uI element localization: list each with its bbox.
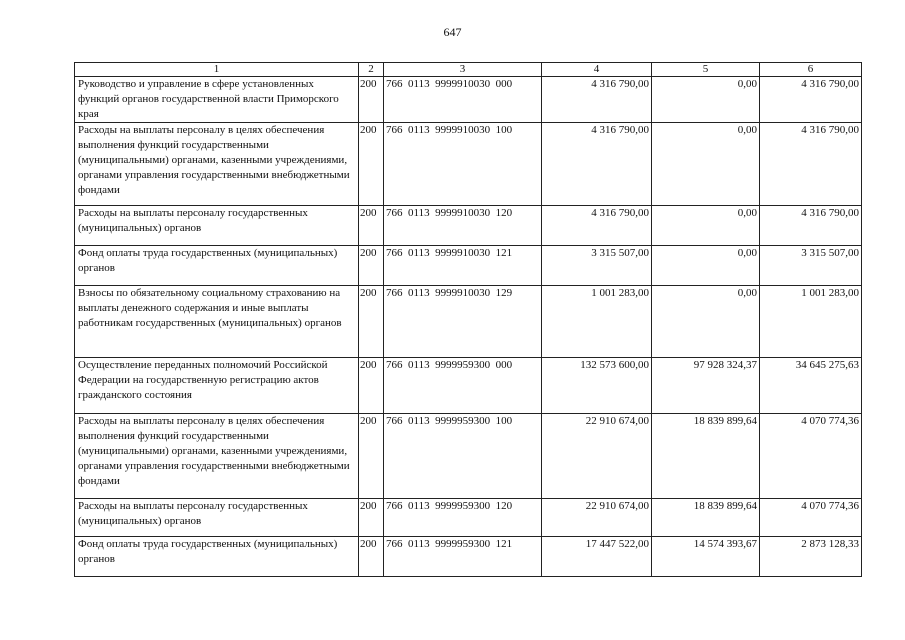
row-value-6: 4 316 790,00 xyxy=(760,77,862,123)
row-value-4: 22 910 674,00 xyxy=(542,414,652,499)
row-col2: 200 xyxy=(359,537,384,577)
row-name: Расходы на выплаты персоналу в целях обеспечения выполнения функций государственными (муниципальными) органами, казенными учреждениями, органами управления государственными внебюджетными фондами xyxy=(75,414,359,499)
row-value-5: 18 839 899,64 xyxy=(652,499,760,537)
row-value-5: 14 574 393,67 xyxy=(652,537,760,577)
row-col2: 200 xyxy=(359,77,384,123)
row-col2: 200 xyxy=(359,206,384,246)
row-name: Взносы по обязательному социальному страхованию на выплаты денежного содержания и иные выплаты работникам государственных (муниципальных) органов xyxy=(75,286,359,358)
header-col-4: 4 xyxy=(542,63,652,77)
row-code: 766 0113 9999959300 120 xyxy=(384,499,542,537)
row-col2: 200 xyxy=(359,123,384,206)
row-value-6: 4 316 790,00 xyxy=(760,206,862,246)
row-value-5: 97 928 324,37 xyxy=(652,358,760,414)
table-row xyxy=(75,537,862,577)
row-value-5: 0,00 xyxy=(652,77,760,123)
row-value-5: 0,00 xyxy=(652,206,760,246)
row-value-6: 1 001 283,00 xyxy=(760,286,862,358)
page-number: 647 xyxy=(443,25,462,39)
table-row xyxy=(75,246,862,286)
row-name: Расходы на выплаты персоналу в целях обеспечения выполнения функций государственными (муниципальными) органами, казенными учреждениями, органами управления государственными внебюджетными фондами xyxy=(75,123,359,206)
row-name: Расходы на выплаты персоналу государственных (муниципальных) органов xyxy=(75,206,359,246)
row-value-6: 4 070 774,36 xyxy=(760,499,862,537)
row-value-4: 3 315 507,00 xyxy=(542,246,652,286)
row-value-6: 4 316 790,00 xyxy=(760,123,862,206)
table-row xyxy=(75,77,862,123)
header-col-6: 6 xyxy=(760,63,862,77)
row-col2: 200 xyxy=(359,246,384,286)
row-value-6: 34 645 275,63 xyxy=(760,358,862,414)
table-row xyxy=(75,286,862,358)
row-code: 766 0113 9999910030 121 xyxy=(384,246,542,286)
row-name: Фонд оплаты труда государственных (муниципальных) органов xyxy=(75,246,359,286)
header-col-3: 3 xyxy=(384,63,542,77)
row-value-4: 4 316 790,00 xyxy=(542,206,652,246)
row-value-6: 3 315 507,00 xyxy=(760,246,862,286)
row-code: 766 0113 9999959300 100 xyxy=(384,414,542,499)
budget-table xyxy=(74,62,862,577)
row-value-5: 0,00 xyxy=(652,123,760,206)
row-code: 766 0113 9999959300 000 xyxy=(384,358,542,414)
table-row xyxy=(75,206,862,246)
header-col-5: 5 xyxy=(652,63,760,77)
table-header-row xyxy=(75,63,862,77)
row-value-5: 0,00 xyxy=(652,246,760,286)
row-name: Руководство и управление в сфере установленных функций органов государственной власти Приморского края xyxy=(75,77,359,123)
table-row xyxy=(75,123,862,206)
header-col-2: 2 xyxy=(359,63,384,77)
row-value-4: 1 001 283,00 xyxy=(542,286,652,358)
row-value-6: 4 070 774,36 xyxy=(760,414,862,499)
row-value-4: 132 573 600,00 xyxy=(542,358,652,414)
row-value-4: 22 910 674,00 xyxy=(542,499,652,537)
table-row xyxy=(75,499,862,537)
row-col2: 200 xyxy=(359,499,384,537)
row-value-4: 4 316 790,00 xyxy=(542,123,652,206)
table-row xyxy=(75,358,862,414)
row-code: 766 0113 9999959300 121 xyxy=(384,537,542,577)
row-name: Фонд оплаты труда государственных (муниципальных) органов xyxy=(75,537,359,577)
row-value-6: 2 873 128,33 xyxy=(760,537,862,577)
row-name: Осуществление переданных полномочий Российской Федерации на государственную регистрацию актов гражданского состояния xyxy=(75,358,359,414)
row-col2: 200 xyxy=(359,286,384,358)
row-name: Расходы на выплаты персоналу государственных (муниципальных) органов xyxy=(75,499,359,537)
header-col-1: 1 xyxy=(75,63,359,77)
row-value-4: 4 316 790,00 xyxy=(542,77,652,123)
table-row xyxy=(75,414,862,499)
row-value-5: 0,00 xyxy=(652,286,760,358)
row-code: 766 0113 9999910030 000 xyxy=(384,77,542,123)
row-code: 766 0113 9999910030 129 xyxy=(384,286,542,358)
row-col2: 200 xyxy=(359,414,384,499)
row-value-4: 17 447 522,00 xyxy=(542,537,652,577)
row-code: 766 0113 9999910030 120 xyxy=(384,206,542,246)
row-value-5: 18 839 899,64 xyxy=(652,414,760,499)
row-col2: 200 xyxy=(359,358,384,414)
row-code: 766 0113 9999910030 100 xyxy=(384,123,542,206)
